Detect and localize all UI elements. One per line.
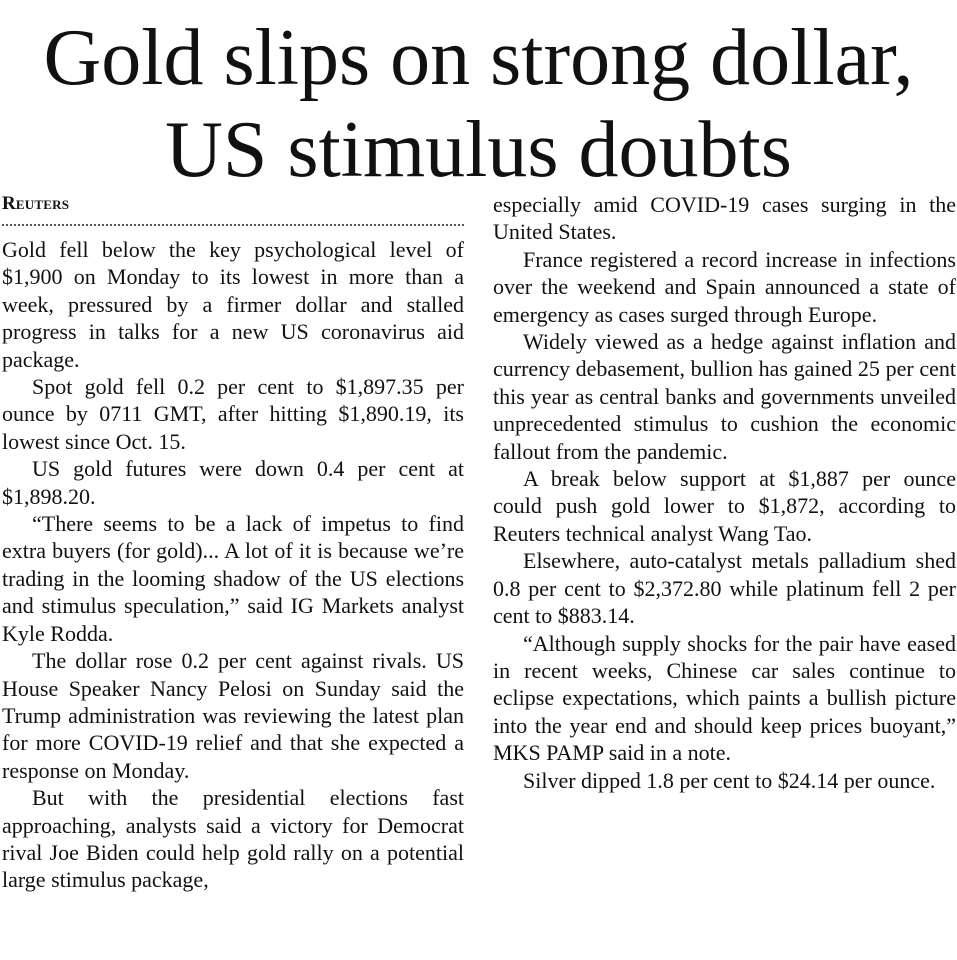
paragraph: Silver dipped 1.8 per cent to $24.14 per ounce. [523, 767, 936, 793]
paragraph: The dollar rose 0.2 per cent against rivals. US House Speaker Nancy Pelosi on Sunday said the Trump administration was reviewing the latest plan for more COVID-19 relief and that she expected a response on Monday. [2, 648, 464, 783]
right-column [493, 191, 956, 794]
paragraph: Elsewhere, auto-catalyst metals palladium shed 0.8 per cent to $2,372.80 while platinum fell 2 per cent to $883.14. [493, 548, 956, 629]
headline: Gold slips on strong dollar, US stimulus doubts [43, 14, 914, 194]
paragraph: A break below support at $1,887 per ounce could push gold lower to $1,872, according to Reuters technical analyst Wang Tao. [493, 466, 956, 546]
paragraph: Gold fell below the key psychological level of $1,900 on Monday to its lowest in more than a week, pressured by a firmer dollar and stalled progress in talks for a new US coronavirus aid package. [2, 237, 464, 372]
paragraph: especially amid COVID-19 cases surging in the United States. [493, 192, 956, 245]
left-column [2, 190, 464, 894]
paragraph: “Although supply shocks for the pair have eased in recent weeks, Chinese car sales continue to eclipse expectations, which paints a bullish picture into the year end and should keep prices buoyant,” MKS PAMP said in a note. [493, 630, 956, 766]
paragraph: “There seems to be a lack of impetus to find extra buyers (for gold)... A lot of it is because we’re trading in the looming shadow of the US elections and stimulus speculation,” said IG Markets analyst Kyle Rodda. [2, 511, 464, 646]
paragraph: US gold futures were down 0.4 per cent at $1,898.20. [2, 456, 464, 509]
paragraph: But with the presidential elections fast approaching, analysts said a victory for Democrat rival Joe Biden could help gold rally on a potential large stimulus package, [2, 785, 464, 893]
paragraph: Spot gold fell 0.2 per cent to $1,897.35 per ounce by 0711 GMT, after hitting $1,890.19, its lowest since Oct. 15. [2, 374, 464, 454]
paragraph: France registered a record increase in infections over the weekend and Spain announced a state of emergency as cases surged through Europe. [493, 246, 956, 327]
byline: Reuters [2, 190, 464, 226]
paragraph: Widely viewed as a hedge against inflation and currency debasement, bullion has gained 25 per cent this year as central banks and governments unveiled unprecedented stimulus to cushion the economic fallout from the pandemic. [493, 329, 956, 464]
